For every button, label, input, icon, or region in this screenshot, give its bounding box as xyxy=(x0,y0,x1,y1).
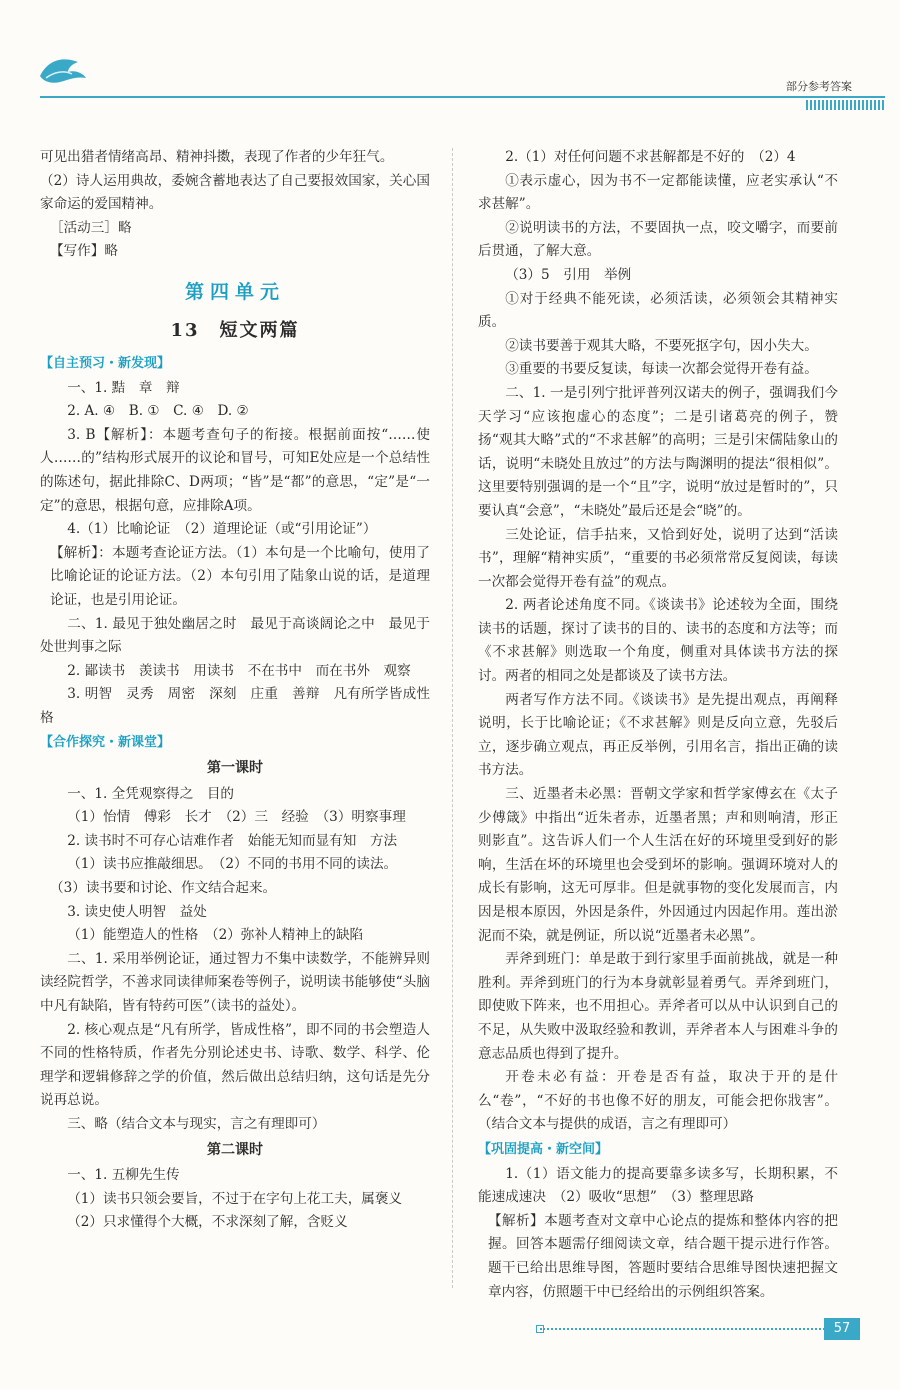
answer-paragraph: 1.（1）语文能力的提高要靠多读多写，长期积累，不能速成速决 （2）吸收“思想” （3）整理思路 xyxy=(478,1165,838,1206)
answer-paragraph: ［活动三］略 xyxy=(50,219,132,236)
answer-paragraph: 二、1. 采用举例论证，通过智力不集中读数学，不能辨异则读经院哲学，不善求同读律师案卷等例子，说明读书能够使“头脑中凡有缺陷，皆有特药可医”（读书的益处）。 xyxy=(40,950,430,1014)
unit-title: 第四单元 xyxy=(184,280,285,303)
lesson-period-title: 第二课时 xyxy=(207,1141,263,1158)
answer-paragraph: ②读书要善于观其大略，不要死抠字句，因小失大。 xyxy=(505,337,818,354)
answer-paragraph: 3. 读史使人明智 益处 xyxy=(67,903,207,920)
section-heading: 【自主预习・新发现】 xyxy=(40,355,171,371)
answer-paragraph: 4.（1）比喻论证 （2）道理论证（或“引用论证”） xyxy=(67,521,377,538)
answer-paragraph: 【写作】略 xyxy=(50,243,118,260)
page-header xyxy=(0,0,900,112)
answer-paragraph: 一、1. 全凭观察得之 目的 xyxy=(67,785,235,802)
answer-paragraph: （2）只求懂得个大概，不求深刻了解，含贬义 xyxy=(67,1214,348,1231)
answer-paragraph: （3）读书要和讨论、作文结合起来。 xyxy=(50,880,277,897)
answer-paragraph: 2. A. ④ B. ① C. ④ D. ② xyxy=(67,403,249,420)
right-column xyxy=(478,146,838,1304)
footer-dotted-rule xyxy=(540,1328,840,1330)
answer-paragraph: 一、1. 黠 章 辩 xyxy=(67,379,180,396)
answer-paragraph: 2. 两者论述角度不同。《谈读书》论述较为全面，围绕读书的话题，探讨了读书的目的、读书的态度和方法等；而《不求甚解》则选取一个角度，侧重对具体读书方法的探讨。两者的相同之处是都谈及了读书方法。 xyxy=(478,597,838,685)
column-divider xyxy=(452,148,453,1288)
answer-paragraph: 2. 读书时不可存心诘难作者 始能无知而显有知 方法 xyxy=(67,832,398,849)
answer-paragraph: 弄斧到班门：单是敢于到行家里手面前挑战，就是一种胜利。弄斧到班门的行为本身就彰显着勇气。弄斧到班门，即使败下阵来，也不用担心。弄斧者可以从中认识到自己的不足，从失败中汲取经验和教训，弄斧者本人与困难斗争的意志品质也得到了提升。 xyxy=(478,951,838,1062)
answer-paragraph: 一、1. 五柳先生传 xyxy=(67,1167,180,1184)
answer-paragraph: 两者写作方法不同。《谈读书》是先提出观点，再阐释说明，长于比喻论证；《不求甚解》则是反向立意，先驳后立，逐步确立观点，再正反举例，引用名言，指出正确的读书方法。 xyxy=(478,691,838,779)
answer-paragraph: （3）5 引用 举例 xyxy=(505,266,632,283)
header-rule xyxy=(40,96,885,98)
answer-paragraph: 开卷未必有益：开卷是否有益，取决于开的是什么“卷”，“不好的书也像不好的朋友，可能会把你戕害”。（结合文本与提供的成语，言之有理即可） xyxy=(478,1069,838,1133)
header-decorative-bars xyxy=(806,100,886,110)
answer-paragraph: （1）怡情 傅彩 长才 （2）三 经验 （3）明察事理 xyxy=(67,809,406,826)
section-heading: 【巩固提高・新空间】 xyxy=(478,1141,609,1157)
page-number: 57 xyxy=(824,1318,860,1340)
answer-paragraph: （1）能塑造人的性格 （2）弥补人精神上的缺陷 xyxy=(67,927,364,944)
bird-logo-icon xyxy=(38,52,88,86)
answer-paragraph: 可见出猎者情绪高昂、精神抖擞，表现了作者的少年狂气。 xyxy=(40,149,394,165)
answer-paragraph: 2. 核心观点是“凡有所学，皆成性格”，即不同的书会塑造人不同的性格特质，作者先分别论述史书、诗歌、数学、科学、伦理学和逻辑修辞之学的价值，然后做出总结归纳，这句话是先分说再总说。 xyxy=(40,1021,430,1109)
section-heading: 【合作探究・新课堂】 xyxy=(40,735,171,751)
answer-paragraph: ③重要的书要反复读，每读一次都会觉得开卷有益。 xyxy=(505,361,818,378)
left-column xyxy=(40,146,430,1235)
answer-paragraph: 2.（1）对任何问题不求甚解都是不好的 （2）4 xyxy=(505,149,796,165)
answer-paragraph: ②说明读书的方法，不要固执一点，咬文嚼字，而要前后贯通，了解大意。 xyxy=(478,219,838,260)
answer-paragraph: 三、近墨者未必黑：晋朝文学家和哲学家傅玄在《太子少傅箴》中指出“近朱者赤，近墨者黑；声和则响清，形正则影直”。这告诉人们一个人生活在好的环境里受到好的影响，生活在坏的环境里也会受到坏的影响。强调环境对人的成长有影响，这无可厚非。但是就事物的变化发展而言，内因是根本原因，外因是条件，外因通过内因起作用。莲出淤泥而不染，就是例证，所以说“近墨者未必黑”。 xyxy=(478,786,838,944)
answer-paragraph: 2. 鄙读书 羡读书 用读书 不在书中 而在书外 观察 xyxy=(67,662,411,679)
answer-paragraph: （2）诗人运用典故，委婉含蓄地表达了自己要报效国家，关心国家命运的爱国精神。 xyxy=(40,172,430,213)
answer-paragraph: （1）读书只领会要旨，不过于在字句上花工夫，属褒义 xyxy=(67,1190,403,1207)
lesson-period-title: 第一课时 xyxy=(207,760,263,777)
answer-paragraph: 3. B【解析】：本题考查句子的衔接。根据前面按“……使人……的”结构形式展开的议论和冒号，可知E处应是一个总结性的陈述句，据此排除C、D两项；“皆”是“都”的意思，“定”是“一定”的意思，根据句意，应排除A项。 xyxy=(40,426,430,514)
answer-paragraph: 二、1. 一是引列宁批评普列汉诺夫的例子，强调我们今天学习“应该抱虚心的态度”；二是引诸葛亮的例子，赞扬“观其大略”式的“不求甚解”的高明；三是引宋儒陆象山的话，说明“未晓处且放过”的方法与陶渊明的提法“很相似”。这里要特别强调的是一个“且”字，说明“放过是暂时的”，只要认真“会意”，“未晓处”最后还是会“晓”的。 xyxy=(478,384,838,519)
answer-paragraph: 三处论证，信手拈来，又恰到好处，说明了达到“活读书”，理解“精神实质”，“重要的书必须常常反复阅读，每读一次都会觉得开卷有益”的观点。 xyxy=(478,526,838,590)
answer-paragraph: 【解析】：本题考查论证方法。（1）本句是一个比喻句，使用了比喻论证的论证方法。（2）本句引用了陆象山说的话，是道理论证，也是引用论证。 xyxy=(50,544,430,608)
answer-paragraph: 3. 明智 灵秀 周密 深刻 庄重 善辩 凡有所学皆成性格 xyxy=(40,686,430,726)
answer-paragraph: ①对于经典不能死读，必须活读，必须领会其精神实质。 xyxy=(478,290,838,331)
answer-paragraph: （1）读书应推敲细思。 （2）不同的书用不同的读法。 xyxy=(67,856,398,873)
answer-paragraph: 二、1. 最见于独处幽居之时 最见于高谈阔论之中 最见于处世判事之际 xyxy=(40,615,430,656)
answer-paragraph: 【解析】本题考查对文章中心论点的提炼和整体内容的把握。回答本题需仔细阅读文章，结合题干提示进行作答。题干已给出思维导图，答题时要结合思维导图快速把握文章内容，仿照题干中已经给出的示例组织答案。 xyxy=(488,1212,838,1300)
answer-paragraph: 三、略（结合文本与现实，言之有理即可） xyxy=(67,1115,326,1132)
lesson-title: 13 短文两篇 xyxy=(170,319,300,341)
header-section-tag: 部分参考答案 xyxy=(786,80,852,93)
answer-paragraph: ①表示虚心，因为书不一定都能读懂，应老实承认“不求甚解”。 xyxy=(478,172,838,213)
